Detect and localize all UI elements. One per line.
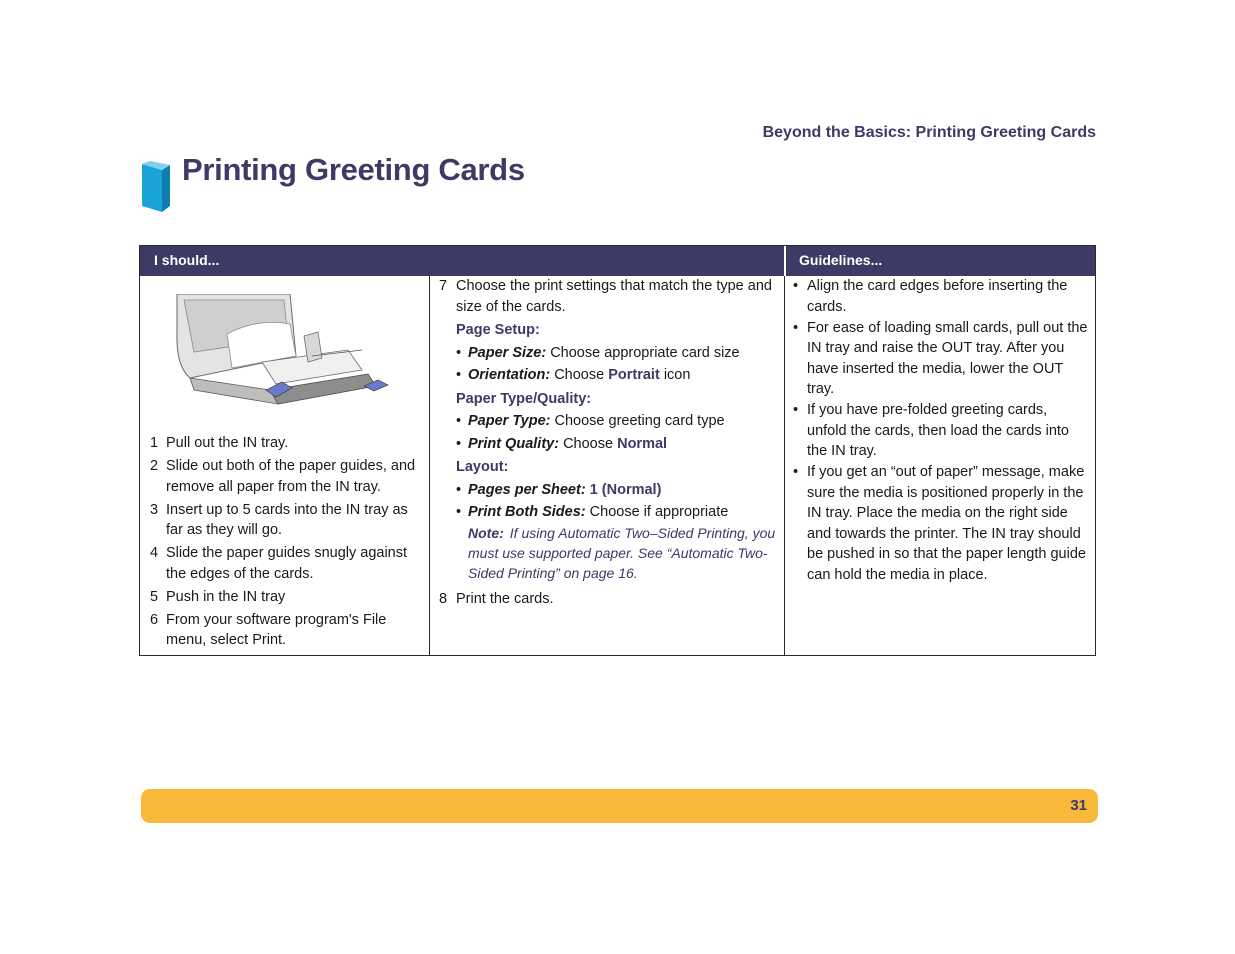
table-header bbox=[140, 246, 1095, 276]
print-quality-item: • Print Quality: Choose Normal bbox=[456, 435, 668, 452]
two-sided-note: Note: If using Automatic Two–Sided Printing, you must use supported paper. See “Automatic Two-Sided Printing” on page 16. bbox=[468, 524, 776, 581]
step-7: 7 Choose the print settings that match the type and size of the cards. bbox=[439, 278, 772, 315]
paper-size-item: • Paper Size: Choose appropriate card size bbox=[456, 344, 740, 361]
step-item: 2 Slide out both of the paper guides, and remove all paper from the IN tray. bbox=[150, 458, 416, 495]
page-setup-heading: Page Setup: bbox=[456, 322, 540, 338]
instructions-table bbox=[139, 245, 1096, 656]
running-head: Beyond the Basics: Printing Greeting Cards bbox=[762, 124, 1096, 141]
guideline-item: • If you get an “out of paper” message, make sure the media is positioned properly in the IN tray. Place the media on the right side and towards the printer. The IN tray should be pushed in so that the paper length guide can hold the media in place. bbox=[793, 464, 1086, 583]
step-item: 6 From your software program's File menu, select Print. bbox=[150, 611, 387, 648]
guideline-item: • If you have pre-folded greeting cards, unfold the cards, then load the cards into the IN tray. bbox=[793, 402, 1069, 459]
step-item: 1 Pull out the IN tray. bbox=[150, 435, 289, 451]
step-8: 8 Print the cards. bbox=[439, 590, 554, 607]
printer-in-tray-illustration bbox=[172, 294, 392, 410]
guidelines-column bbox=[785, 276, 1095, 655]
step-item: 4 Slide the paper guides snugly against the edges of the cards. bbox=[150, 545, 408, 582]
guideline-item: • For ease of loading small cards, pull out the IN tray and raise the OUT tray. After you have inserted the media, lower the OUT tray. bbox=[793, 319, 1088, 397]
paper-type-item: • Paper Type: Choose greeting card type bbox=[456, 413, 725, 429]
page-title: Printing Greeting Cards bbox=[182, 152, 525, 187]
guidelines-list bbox=[793, 276, 1089, 586]
step-item: 5 Push in the IN tray bbox=[150, 588, 286, 605]
column-header-guidelines: Guidelines... bbox=[799, 252, 883, 268]
pages-per-sheet-item: • Pages per Sheet: 1 (Normal) bbox=[456, 481, 662, 498]
footer-bar bbox=[141, 789, 1098, 823]
steps-column bbox=[140, 276, 430, 655]
step-item: 3 Insert up to 5 cards into the IN tray as far as they will go. bbox=[150, 501, 408, 538]
print-settings-column bbox=[430, 276, 785, 655]
column-header-i-should: I should... bbox=[154, 252, 220, 268]
page-number: 31 bbox=[1070, 797, 1087, 814]
orientation-item: • Orientation: Choose Portrait icon bbox=[456, 367, 691, 383]
guideline-item: • Align the card edges before inserting the cards. bbox=[793, 278, 1068, 315]
step-list bbox=[150, 433, 425, 653]
open-book-icon bbox=[140, 160, 172, 214]
header-divider bbox=[784, 246, 786, 276]
paper-type-quality-heading: Paper Type/Quality: bbox=[456, 390, 592, 407]
layout-heading: Layout: bbox=[456, 459, 509, 475]
print-both-sides-item: • Print Both Sides: Choose if appropriate bbox=[456, 504, 729, 520]
